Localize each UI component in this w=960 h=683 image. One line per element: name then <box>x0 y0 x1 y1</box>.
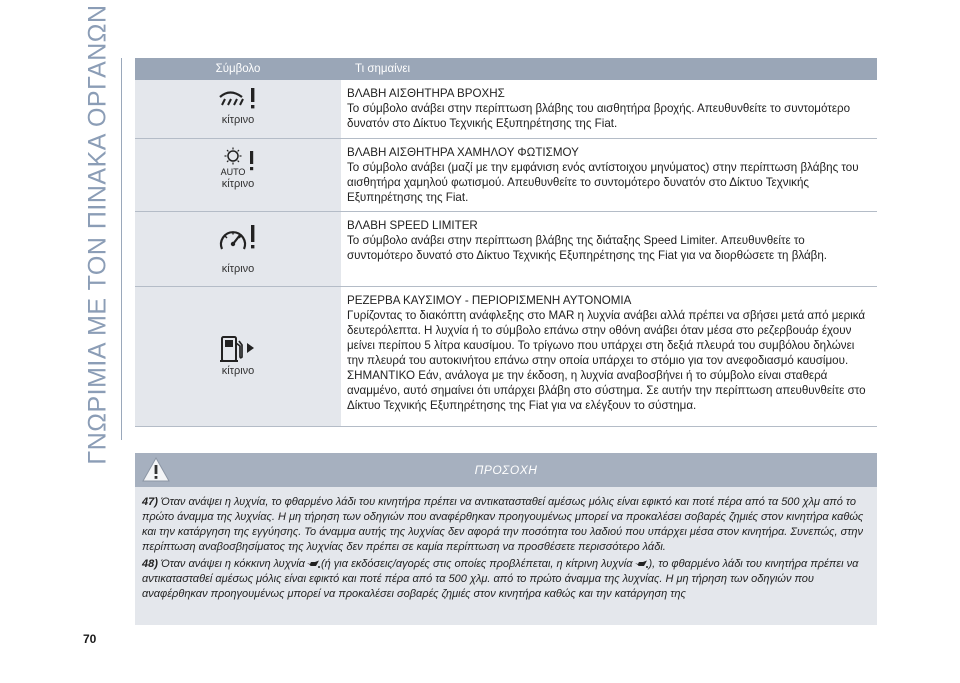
symbol-cell <box>135 211 341 286</box>
table-row <box>135 286 877 426</box>
warning-item <box>142 557 870 602</box>
col-header-symbol: Σύμβολο <box>135 58 341 80</box>
warning-title: ΠΡΟΣΟΧΗ <box>474 463 538 477</box>
warning-text <box>135 487 877 602</box>
meaning-text: Γυρίζοντας το διακόπτη ανάφλεξης στο MAR η λυχνία ανάβει αλλά πρέπει να σβήσει μετά από μερικά δευτερόλεπτα. Η λυχνία ή το σύμβολο επάνω στην οθόνη ανάβει όταν μέσα στο ρεζερβουάρ έχουν μείνει περίπου 5 λίτρα καυσίμου. Το τρίγωνο που υπάρχει στη δεξιά πλευρά του συμβόλου δηλώνει την πλευρά του αυτοκινήτου επάνω στην οποία υπάρχει το στόμιο για τον ανεφοδιασμό καυσίμου. <box>347 308 866 367</box>
side-divider <box>121 58 122 440</box>
warning-item-text-part1: Όταν ανάψει η κόκκινη λυχνία <box>160 558 305 570</box>
speed-limiter-fault-icon <box>216 222 260 256</box>
page-number: 70 <box>83 632 97 646</box>
warning-box <box>135 453 877 625</box>
meaning-title: ΒΛΑΒΗ SPEED LIMITER <box>347 218 478 232</box>
meaning-cell <box>341 138 877 211</box>
table-header-row <box>135 58 877 80</box>
warning-header <box>135 453 877 487</box>
meaning-text: Το σύμβολο ανάβει στην περίπτωση βλάβης του αισθητήρα βροχής. Απευθυνθείτε το συντομότερο δυνατόν στο Δίκτυο Τεχνικής Εξυπηρέτησης της Fiat. <box>347 102 851 130</box>
meaning-text: Το σύμβολο ανάβει στην περίπτωση βλάβης της διάταξης Speed Limiter. Απευθυνθείτε το συντομότερο δυνατό στο Δίκτυο Τεχνικής Εξυπηρέτησης της Fiat για να διορθώσετε τη βλάβη. <box>347 233 828 262</box>
meaning-cell <box>341 286 877 426</box>
symbol-color-label: κίτρινο <box>221 262 255 275</box>
side-chapter-title-text: ΓΝΩΡΙΜΙΑ ΜΕ ΤΟΝ ΠΙΝΑΚΑ ΟΡΓΑΝΩΝ <box>83 3 112 465</box>
meaning-title: ΡΕΖΕΡΒΑ ΚΑΥΣΙΜΟΥ - ΠΕΡΙΟΡΙΣΜΕΝΗ ΑΥΤΟΝΟΜΙΑ <box>347 293 632 307</box>
oil-can-icon <box>634 560 648 569</box>
twilight-sensor-fault-icon <box>216 147 260 177</box>
fuel-reserve-icon <box>218 334 258 364</box>
warning-item-number: 47) <box>142 496 158 508</box>
symbol-color-label: κίτρινο <box>221 177 255 190</box>
rain-sensor-fault-icon <box>216 85 260 113</box>
meaning-title: ΒΛΑΒΗ ΑΙΣΘΗΤΗΡΑ ΧΑΜΗΛΟΥ ΦΩΤΙΣΜΟΥ <box>347 145 579 159</box>
symbol-cell <box>135 80 341 138</box>
oil-can-icon <box>306 560 320 569</box>
warning-item-text: Όταν ανάψει η λυχνία, το φθαρμένο λάδι του κινητήρα πρέπει να αντικατασταθεί αμέσως μόλις είναι εφικτό και ποτέ πέρα από τα 500 χλμ από το πρώτο άναμμα της λυχνίας. Η μη τήρηση των οδηγιών που αναφέρθηκαν προηγουμένως μπορεί να προκαλέσει σοβαρές ζημιές στον κινητήρα καθώς και την κατάργηση της εγγύησης. Το άναμμα αυτής της λυχνίας δεν αφορά την ποσότητα του λαδιού που υπάρχει μέσα στον κινητήρα. Συνεπώς, στην περίπτωση αναβοσβησίματος της λυχνίας δεν πρέπει σε καμία περίπτωση να προσθέσετε περισσότερο λάδι. <box>142 496 864 553</box>
symbol-color-label: κίτρινο <box>221 364 255 377</box>
meaning-important-text: ΣΗΜΑΝΤΙΚΟ Εάν, ανάλογα με την έκδοση, η λυχνία αναβοσβήνει ή το σύμβολο είναι σταθερά αναμμένο, αυτό σημαίνει ότι υπάρχει βλάβη στο σύστημα. Σε αυτήν την περίπτωση απευθυνθείτε στο Δίκτυο Τεχνικής Εξυπηρέτησης της Fiat για να ελέγξουν το σύστημα. <box>347 368 866 412</box>
warning-triangle-icon <box>141 456 171 483</box>
symbol-cell <box>135 286 341 426</box>
warning-item-number: 48) <box>142 558 158 570</box>
table-row <box>135 138 877 211</box>
side-chapter-title <box>78 3 118 465</box>
col-header-meaning: Τι σημαίνει <box>341 58 877 80</box>
symbol-color-label: κίτρινο <box>221 114 255 126</box>
table-row <box>135 80 877 138</box>
meaning-text: Το σύμβολο ανάβει (μαζί με την εμφάνιση ενός αντίστοιχου μηνύματος) στην περίπτωση βλάβης του αισθητήρα χαμηλού φωτισμού. Απευθυνθείτε το συντομότερο δυνατόν στο Δίκτυο Τεχνικής Εξυπηρέτησης της Fiat. <box>347 160 859 204</box>
warning-item <box>142 495 870 555</box>
meaning-cell <box>341 80 877 138</box>
icon-auto-text: AUTO <box>220 166 246 177</box>
symbol-cell <box>135 138 341 211</box>
warning-lights-table <box>135 58 877 427</box>
meaning-title: ΒΛΑΒΗ ΑΙΣΘΗΤΗΡΑ ΒΡΟΧΗΣ <box>347 87 505 100</box>
warning-item-text-part3: ), το φθαρμένο λάδι του κινητήρα πρέπει να αντικατασταθεί αμέσως μόλις είναι εφικτό και ποτέ πέρα από τα 500 χλμ. από το πρώτο άναμμα της λυχνίας. Η μη τήρηση των οδηγιών που αναφέρθηκαν προηγουμένως μπορεί να προκαλέσει σοβαρές ζημιές στον κινητήρα καθώς και την κατάργηση της <box>142 558 859 600</box>
meaning-cell <box>341 211 877 286</box>
table-row <box>135 211 877 286</box>
warning-item-text-part2: (ή για εκδόσεις/αγορές στις οποίες προβλέπεται, η κίτρινη λυχνία <box>320 558 633 570</box>
